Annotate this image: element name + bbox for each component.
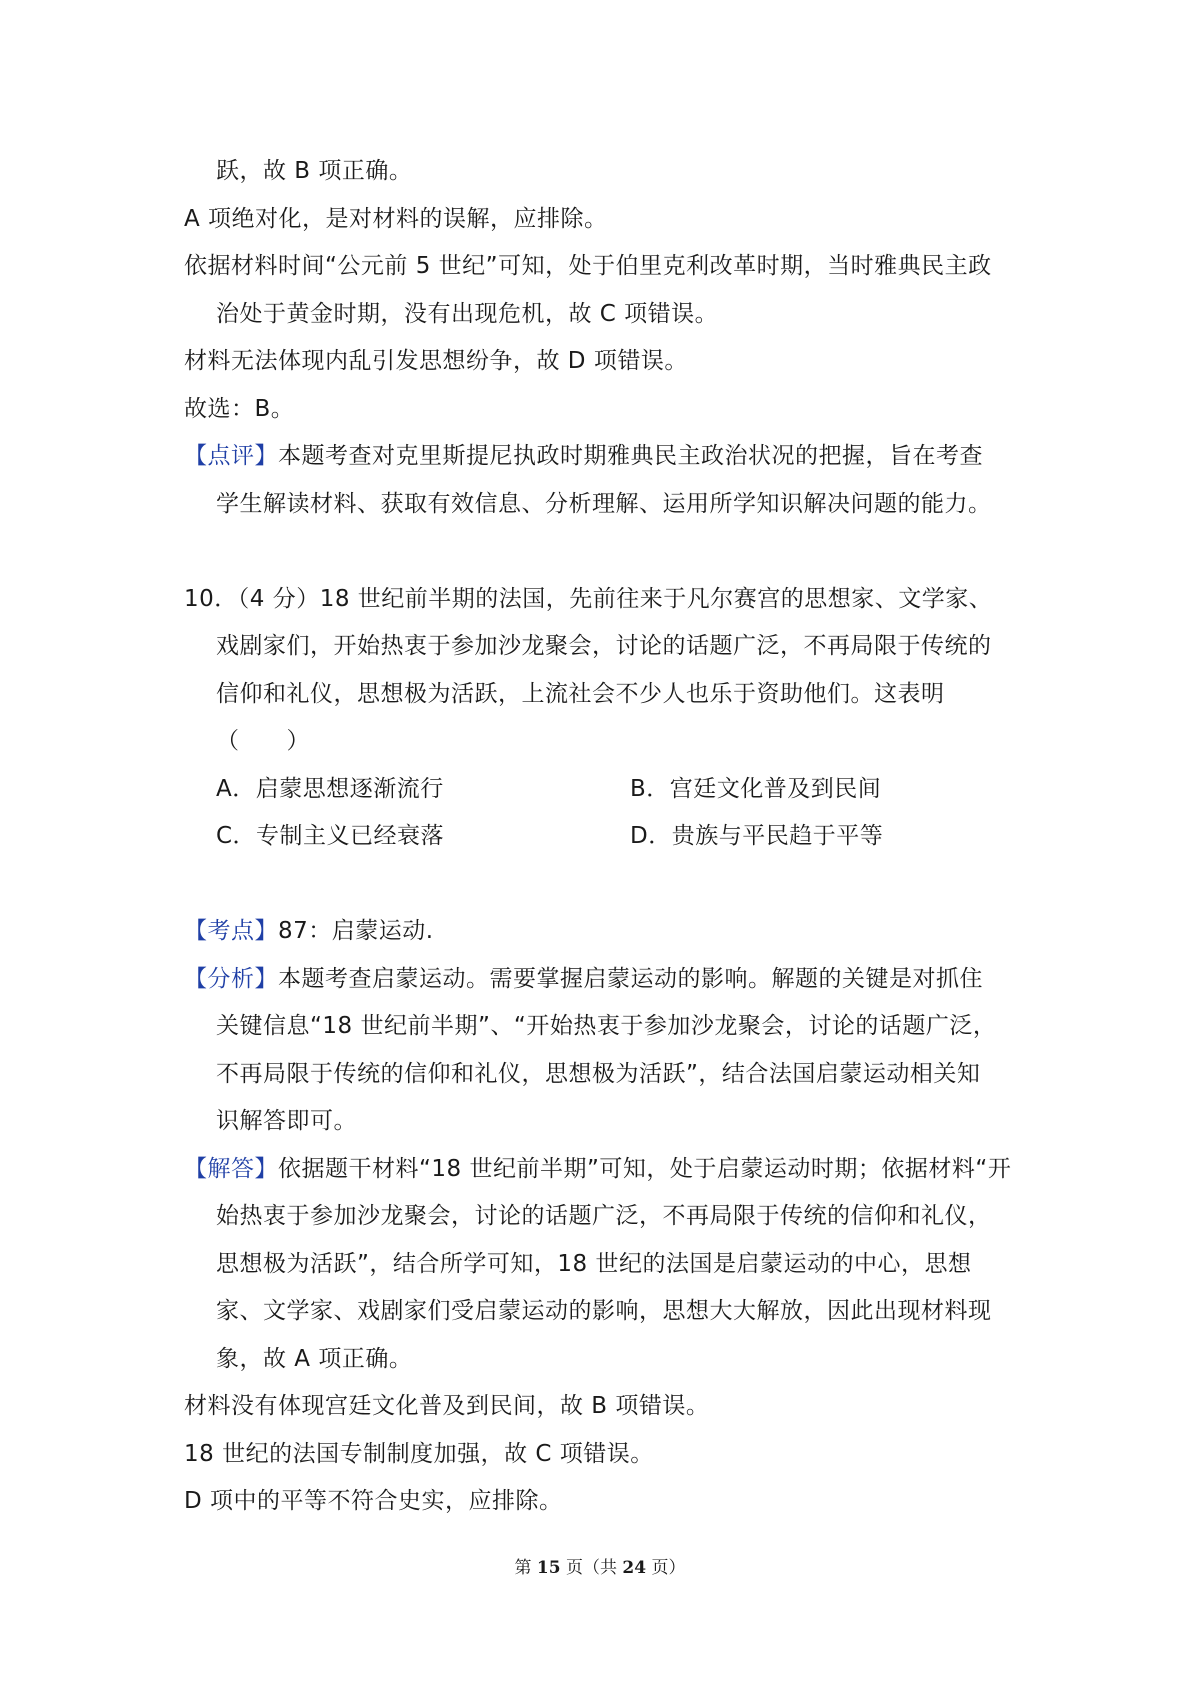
jieda-text: 依据题干材料“18 世纪前半期”可知，处于启蒙运动时期；依据材料“开 xyxy=(278,1155,1012,1182)
document-page xyxy=(184,148,1024,1526)
spacer xyxy=(184,861,1024,909)
text-line: 故选：B。 xyxy=(184,395,295,422)
fenxi-text: 识解答即可。 xyxy=(216,1108,357,1134)
jieda-text: 始热衷于参加沙龙聚会，讨论的话题广泛，不再局限于传统的信仰和礼仪， xyxy=(216,1203,992,1229)
option-a: A．启蒙思想逐渐流行 xyxy=(216,775,444,802)
comment-tag: 【点评】 xyxy=(184,443,278,469)
text-line: A 项绝对化，是对材料的误解，应排除。 xyxy=(184,205,608,232)
fenxi-tag: 【分析】 xyxy=(184,965,278,992)
question-stem: 10．（4 分）18 世纪前半期的法国，先前往来于凡尔赛宫的思想家、文学家、 xyxy=(184,585,993,612)
kaodian-paragraph xyxy=(184,908,1024,956)
question-stem: 信仰和礼仪，思想极为活跃，上流社会不少人也乐于资助他们。这表明 xyxy=(216,680,945,707)
comment-text: 本题考查对克里斯提尼执政时期雅典民主政治状况的把握，旨在考查 xyxy=(278,443,983,469)
jieda-paragraph xyxy=(184,1146,1024,1194)
fenxi-text: 关键信息“18 世纪前半期”、“开始热衷于参加沙龙聚会，讨论的话题广泛， xyxy=(216,1013,997,1039)
page-number: 15 xyxy=(536,1558,561,1578)
options-row xyxy=(184,813,1024,861)
footer-mid: 页（共 xyxy=(566,1558,617,1578)
question-stem: 戏剧家们，开始热衷于参加沙龙聚会，讨论的话题广泛，不再局限于传统的 xyxy=(216,633,992,659)
jieda-tag: 【解答】 xyxy=(184,1155,278,1182)
page-footer xyxy=(0,1553,1200,1578)
text-line: 18 世纪的法国专制制度加强，故 C 项错误。 xyxy=(184,1440,654,1467)
comment-text: 学生解读材料、获取有效信息、分析理解、运用所学知识解决问题的能力。 xyxy=(216,490,992,517)
jieda-text: 象，故 A 项正确。 xyxy=(216,1345,413,1372)
text-line: 跃，故 B 项正确。 xyxy=(216,158,413,184)
options-row xyxy=(184,766,1024,814)
text-line: D 项中的平等不符合史实，应排除。 xyxy=(184,1488,563,1514)
kaodian-tag: 【考点】 xyxy=(184,918,278,944)
fenxi-text: 不再局限于传统的信仰和礼仪，思想极为活跃”，结合法国启蒙运动相关知 xyxy=(216,1060,981,1087)
option-b: B．宫廷文化普及到民间 xyxy=(630,775,882,802)
comment-paragraph xyxy=(184,433,1024,481)
spacer xyxy=(184,528,1024,576)
text-line: 治处于黄金时期，没有出现危机，故 C 项错误。 xyxy=(216,300,719,327)
text-line: 材料无法体现内乱引发思想纷争，故 D 项错误。 xyxy=(184,348,688,374)
option-d: D．贵族与平民趋于平等 xyxy=(630,823,884,849)
kaodian-text: 87：启蒙运动. xyxy=(278,918,434,944)
answer-blank: （ ） xyxy=(216,728,310,754)
fenxi-paragraph xyxy=(184,956,1024,1004)
fenxi-text: 本题考查启蒙运动。需要掌握启蒙运动的影响。解题的关键是对抓住 xyxy=(278,965,983,992)
total-pages: 24 xyxy=(622,1558,647,1578)
option-c: C．专制主义已经衰落 xyxy=(216,823,445,849)
text-line: 依据材料时间“公元前 5 世纪”可知，处于伯里克利改革时期，当时雅典民主政 xyxy=(184,253,992,279)
jieda-text: 思想极为活跃”，结合所学可知，18 世纪的法国是启蒙运动的中心，思想 xyxy=(216,1250,972,1277)
text-line: 材料没有体现宫廷文化普及到民间，故 B 项错误。 xyxy=(184,1393,710,1419)
footer-prefix: 第 xyxy=(514,1558,532,1578)
footer-suffix: 页） xyxy=(651,1558,686,1578)
jieda-text: 家、文学家、戏剧家们受启蒙运动的影响，思想大大解放，因此出现材料现 xyxy=(216,1298,992,1324)
